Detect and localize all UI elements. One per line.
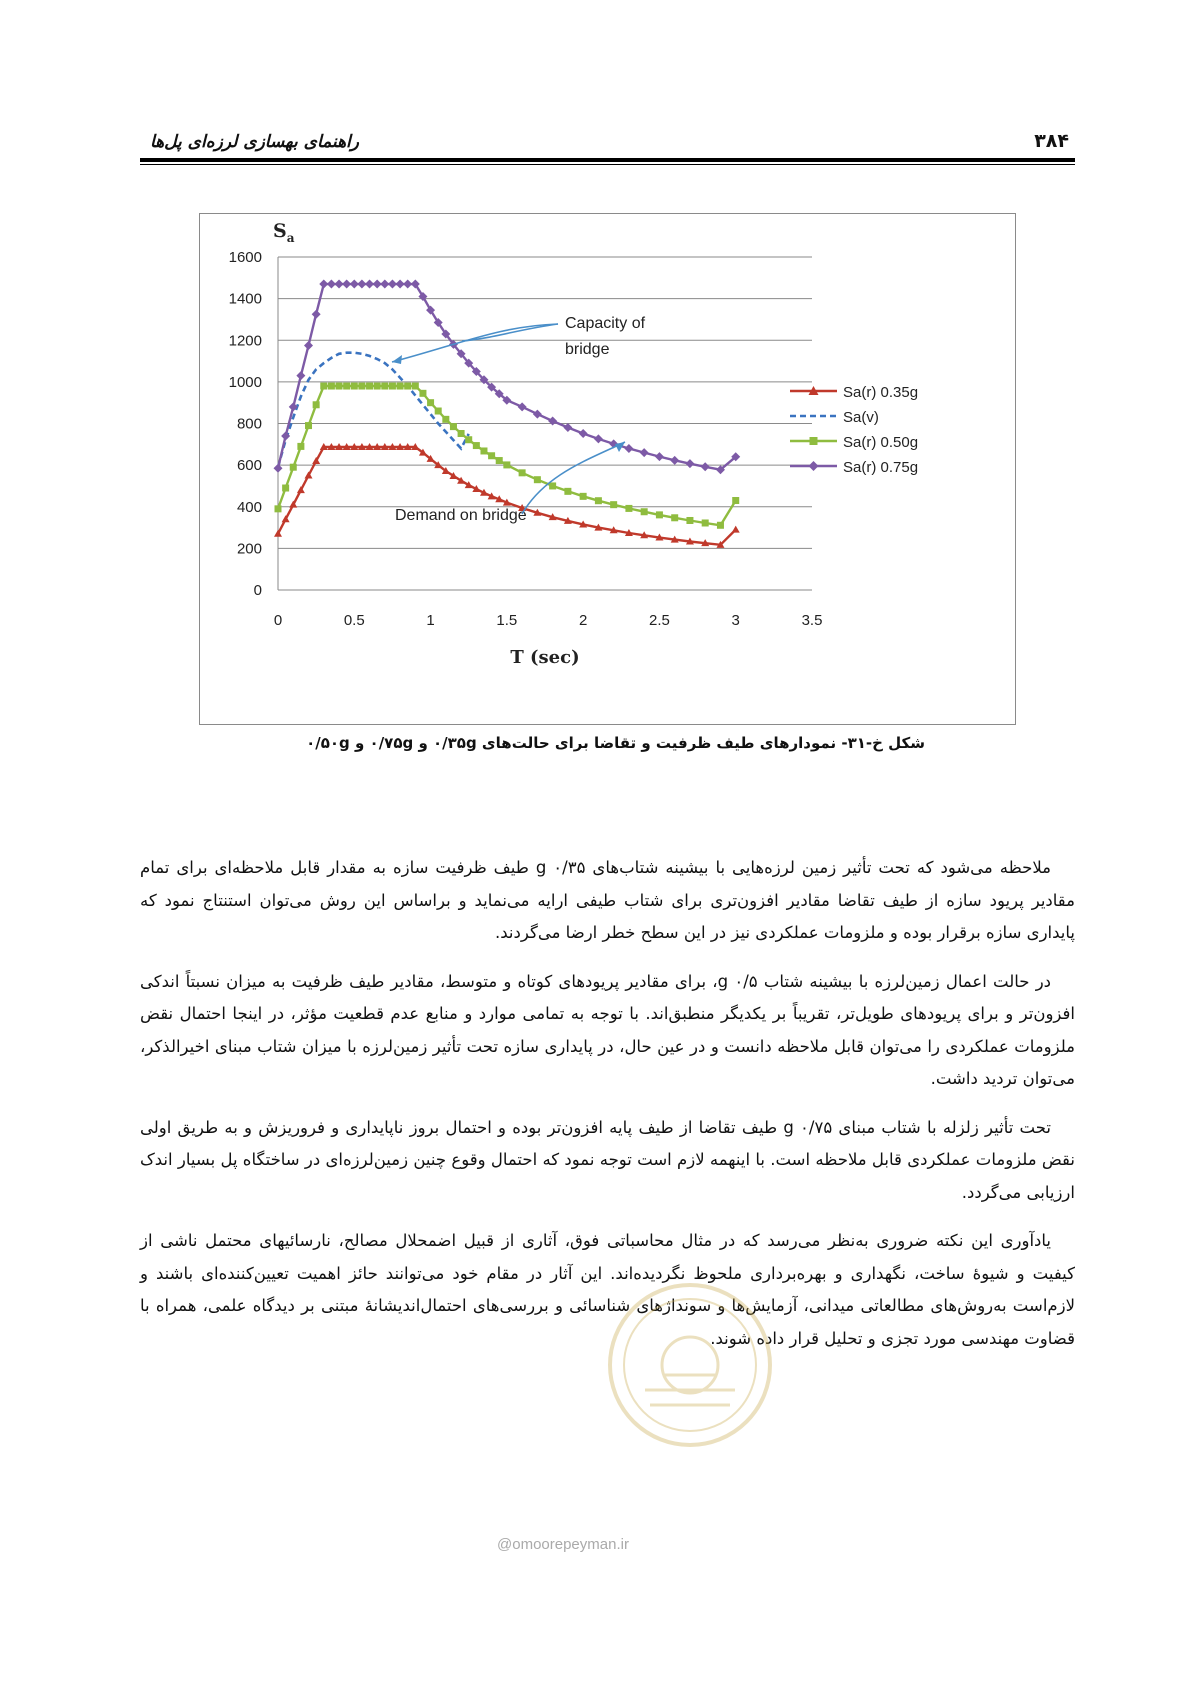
data-point <box>412 383 419 390</box>
data-point <box>296 371 305 380</box>
paragraph-4: یادآوری این نکته ضروری به‌نظر می‌رسد که در مثال محاسباتی فوق، آثاری از قبیل اضمحلال مصالح، نارسائیهای محتمل ناشی از کیفیت و شیوهٔ ساخت، نگهداری و بهره‌برداری ملحوظ نگردیده‌اند. این آثار در مقام خود می‌توانند حائز اهمیت تعیین‌کننده‌ای باشند و لازم‌است به‌روش‌های مطالعاتی میدانی، آزمایش‌ها و سونداژهای شناسائی و بررسی‌های احتمال‌اندیشانهٔ مبتنی بر دیدگاه علمی، همراه با قضاوت مهندسی مورد تجزی و تحلیل قرار داده شوند. <box>140 1231 1075 1348</box>
data-point <box>702 519 709 526</box>
running-title: راهنمای بهسازی لرزه‌ای پل‌ها <box>150 132 359 152</box>
legend-label: Sa(r) 0.35g <box>843 384 919 401</box>
capacity-arrowhead <box>392 355 402 364</box>
data-point <box>458 430 465 437</box>
data-point <box>427 399 434 406</box>
data-point <box>336 383 343 390</box>
data-point <box>419 390 426 397</box>
capacity-annotation-line1: Capacity of <box>565 315 646 332</box>
data-point <box>488 452 495 459</box>
data-point <box>305 422 312 429</box>
data-point <box>595 497 602 504</box>
y-tick-label: 1400 <box>228 290 262 308</box>
data-point <box>312 310 321 319</box>
data-point <box>496 457 503 464</box>
x-tick-label: 2 <box>578 612 588 629</box>
header-rule <box>140 158 1075 162</box>
x-tick-label: 3 <box>731 612 740 629</box>
data-point <box>343 383 350 390</box>
annotations <box>392 315 646 524</box>
data-point <box>564 488 571 495</box>
page-header <box>140 124 1075 164</box>
y-tick-label: 400 <box>236 498 262 516</box>
series-line <box>278 284 736 470</box>
data-point <box>686 517 693 524</box>
data-point <box>381 383 388 390</box>
data-point <box>717 522 724 529</box>
data-point <box>594 434 603 443</box>
watermark-seal-icon <box>605 1280 775 1450</box>
x-tick-label: 3.5 <box>801 612 823 629</box>
demand-annotation: Demand on bridge <box>395 507 527 524</box>
data-point <box>351 383 358 390</box>
figure-caption: شکل خ-۳۱- نمودارهای طیف ظرفیت و تقاضا برای حالت‌های ۰/۳۵g و ۰/۷۵g و ۰/۵۰g <box>306 734 925 752</box>
data-point <box>374 383 381 390</box>
data-point <box>641 508 648 515</box>
data-point <box>563 423 572 432</box>
capacity-annotation-line2: bridge <box>565 341 610 358</box>
data-point <box>624 444 633 453</box>
y-tick-label: 200 <box>236 540 262 558</box>
data-point <box>281 431 290 440</box>
legend-label: Sa(r) 0.75g <box>843 459 919 476</box>
data-point <box>732 526 740 533</box>
data-point <box>579 429 588 438</box>
data-point <box>290 464 297 471</box>
capacity-arrow <box>392 324 558 362</box>
y-tick-label: 1200 <box>228 332 262 350</box>
data-point <box>580 493 587 500</box>
legend-marker <box>809 461 819 471</box>
legend <box>790 384 918 476</box>
y-tick-label: 1600 <box>228 249 262 266</box>
data-point <box>610 501 617 508</box>
data-point <box>548 417 557 426</box>
data-point <box>358 383 365 390</box>
data-point <box>366 383 373 390</box>
paragraph-3: تحت تأثیر زلزله با شتاب مبنای ۰/۷۵ g طیف تقاضا از طیف پایه افزون‌تر بوده و احتمال بروز ناپایداری و فروریزش و به طریق اولی نقض ملزومات عملکردی قابل ملاحظه است. با اینهمه لازم است توجه نمود که احتمال وقوع چنین زمین‌لرزه‌ای در ساختگاه پل بسیار اندک ارزیابی می‌گردد. <box>140 1117 1075 1202</box>
figure-frame <box>199 213 1016 725</box>
data-point <box>435 408 442 415</box>
data-point <box>304 341 313 350</box>
page-number: ۳۸۴ <box>1034 130 1069 152</box>
data-point <box>732 497 739 504</box>
data-point <box>473 442 480 449</box>
data-point <box>313 401 320 408</box>
y-tick-label: 800 <box>236 415 262 433</box>
data-point <box>442 416 449 423</box>
data-point <box>656 511 663 518</box>
x-tick-label: 1.5 <box>496 612 518 629</box>
data-point <box>450 423 457 430</box>
data-point <box>655 452 664 461</box>
data-point <box>328 383 335 390</box>
data-point <box>404 383 411 390</box>
data-point <box>397 383 404 390</box>
x-tick-label: 0 <box>273 612 283 629</box>
data-point <box>670 456 679 465</box>
data-point <box>297 443 304 450</box>
data-point <box>282 485 289 492</box>
capacity-arrow-2 <box>462 324 558 341</box>
spectrum-chart <box>200 214 1015 724</box>
x-axis-title: T (sec) <box>510 647 580 668</box>
paragraph-1: ملاحظه می‌شود که تحت تأثیر زمین لرزه‌هایی با بیشینه شتاب‌های ۰/۳۵ g طیف ظرفیت سازه به مقدار قابل ملاحظه‌ای برای تمام مقادیر پریود سازه از طیف تقاضا مقادیر افزون‌تری برای شتاب طیفی ارایه می‌نماید و براساس این روش می‌توان استنتاج نمود که پایداری سازه برقرار بوده و ملزومات عملکردی نیز در این سطح خطر ارضا می‌گردند. <box>140 858 1075 942</box>
data-point <box>389 383 396 390</box>
header-rule-thin <box>140 164 1075 165</box>
x-tick-label: 0.5 <box>343 612 365 629</box>
data-point <box>640 448 649 457</box>
data-point <box>701 462 710 471</box>
paragraph-2: در حالت اعمال زمین‌لرزه با بیشینه شتاب ۰/۵ g، برای مقادیر پریودهای کوتاه و متوسط، مقادیر طیف ظرفیت به میزان نسبتاً اندکی افزون‌تر و برای پریودهای طویل‌تر، تقریباً بر یکدیگر منطبق‌اند. با توجه به تمامی موارد و منابع عدم قطعیت مؤثر، در اینجا احتمال نقض ملزومات عملکردی را می‌توان قابل ملاحظه دانست و در عین حال، در پایداری سازه تحت تأثیر زمین‌لرزه با میزان شتاب مبنای اخیرالذکر، می‌توان تردید داشت. <box>140 971 1075 1088</box>
y-tick-label: 0 <box>253 582 262 599</box>
data-point <box>534 476 541 483</box>
data-point <box>671 514 678 521</box>
x-tick-label: 1 <box>426 612 435 629</box>
data-point <box>519 469 526 476</box>
data-point <box>685 459 694 468</box>
watermark-url: @omoorepeyman.ir <box>497 1536 629 1553</box>
data-point <box>480 447 487 454</box>
data-point <box>549 482 556 489</box>
legend-label: Sa(v) <box>843 409 879 426</box>
x-tick-label: 2.5 <box>648 612 670 629</box>
data-point <box>503 461 510 468</box>
data-point <box>533 410 542 419</box>
legend-marker <box>810 437 818 445</box>
data-point <box>518 402 527 411</box>
data-point <box>320 383 327 390</box>
axes <box>229 220 823 668</box>
y-tick-label: 1000 <box>228 373 262 391</box>
data-point <box>465 436 472 443</box>
y-axis-title: $S_a$ <box>273 220 295 245</box>
legend-label: Sa(r) 0.50g <box>843 434 919 451</box>
data-point <box>625 505 632 512</box>
data-point <box>275 505 282 512</box>
y-tick-label: 600 <box>236 457 262 475</box>
